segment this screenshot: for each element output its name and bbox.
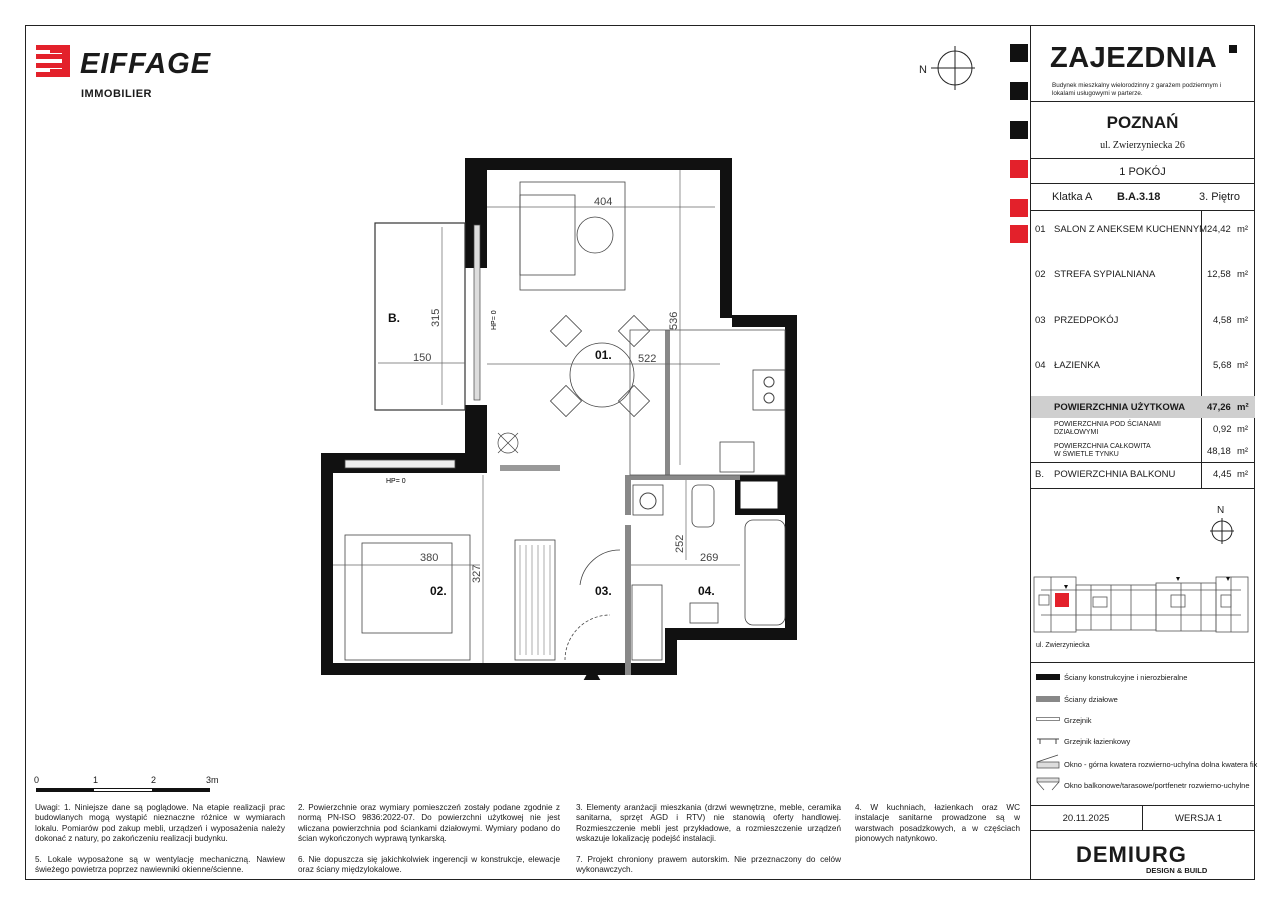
room-name: PRZEDPOKÓJ — [1054, 315, 1119, 326]
room-name: STREFA SYPIALNIANA — [1054, 269, 1156, 280]
compass-top — [915, 40, 985, 95]
usable-area-label: POWIERZCHNIA UŻYTKOWA — [1054, 402, 1186, 413]
legend-structural-wall-icon — [1036, 674, 1060, 680]
toilet — [692, 485, 714, 527]
door-hall — [580, 550, 620, 585]
panel-divider — [1030, 25, 1031, 880]
total-area-label-2: W ŚWIETLE TYNKU — [1054, 451, 1119, 458]
scale-tick-0: 0 — [34, 775, 40, 785]
side-square-6 — [1010, 225, 1028, 243]
project-title: ZAJEZDNIA — [1050, 42, 1218, 74]
side-square-2 — [1010, 82, 1028, 100]
compass-keyplan-label: N — [1217, 505, 1225, 516]
dim-269: 269 — [700, 552, 719, 564]
room-label-02: 02. — [430, 584, 447, 598]
drawing-version: WERSJA 1 — [1175, 813, 1222, 824]
note-5: 5. Lokale wyposażone są w wentylację mechaniczną. Nawiew świeżego powietrza poprzez nawiewniki okienne/ścienne. — [35, 855, 285, 875]
structural-walls — [321, 158, 797, 675]
usable-area-unit: m² — [1237, 402, 1249, 413]
legend-label: Grzejnik łazienkowy — [1064, 737, 1131, 746]
room-no: 03 — [1035, 315, 1046, 326]
key-plan — [1031, 565, 1253, 645]
legend-window-icon — [1036, 754, 1060, 770]
legend-label: Grzejnik — [1064, 716, 1092, 725]
room-area: 5,68 — [1213, 360, 1232, 371]
dim-536: 536 — [668, 311, 680, 330]
dim-404: 404 — [594, 196, 613, 208]
table-col-divider — [1201, 210, 1202, 488]
divider — [1030, 158, 1255, 159]
brand-subtitle: IMMOBILIER — [81, 88, 152, 100]
walls-area-label-2: DZIAŁOWYMI — [1054, 429, 1099, 436]
brand-name: EIFFAGE — [80, 48, 212, 80]
floor-plan — [320, 155, 800, 680]
legend-label: Ściany konstrukcyjne i nierozbieralne — [1064, 673, 1188, 682]
room-area: 12,58 — [1207, 269, 1231, 280]
shaft — [740, 481, 778, 509]
dim-315: 315 — [430, 308, 442, 327]
unit-highlight — [1055, 593, 1069, 607]
washbasin — [633, 485, 663, 515]
room-label-01: 01. — [595, 348, 612, 362]
legend-bathroom-radiator-icon — [1036, 736, 1060, 746]
walls-area-unit: m² — [1237, 424, 1249, 435]
designer-logo: DEMIURG — [1076, 842, 1187, 867]
room-no: 02 — [1035, 269, 1046, 280]
drawing-date: 20.11.2025 — [1062, 813, 1110, 824]
room-unit: m² — [1237, 224, 1249, 235]
room-unit: m² — [1237, 315, 1249, 326]
room-area: 4,58 — [1213, 315, 1232, 326]
room-no: 01 — [1035, 224, 1046, 235]
plant-icon — [498, 433, 518, 453]
scale-tick-2: 2 — [151, 775, 157, 785]
bed — [345, 535, 470, 660]
kitchen-counter — [630, 330, 785, 475]
room-label-03: 03. — [595, 584, 612, 598]
divider — [1030, 462, 1255, 463]
dim-522: 522 — [638, 353, 657, 365]
side-square-4 — [1010, 160, 1028, 178]
room-area: 24,42 — [1207, 224, 1231, 235]
side-square-1 — [1010, 44, 1028, 62]
divider — [1030, 183, 1255, 184]
unit-type: 1 POKÓJ — [1119, 166, 1166, 178]
room-label-04: 04. — [698, 584, 715, 598]
balcony-area-value: 4,45 — [1213, 469, 1232, 480]
balcony-label: B. — [388, 311, 400, 325]
side-square-5 — [1010, 199, 1028, 217]
legend-label: Okno balkonowe/tarasowe/portfenetr rozwierno-uchylne — [1064, 781, 1250, 790]
room-unit: m² — [1237, 360, 1249, 371]
note-2: 2. Powierzchnie oraz wymiary pomieszczeń zostały podane zgodnie z normą PN-ISO 9836:2022-07. Do powierzchni użytkowej nie jest wliczana powierzchnia pod ściankami działowymi. Wymiary podano do ścian wykończonych wyprawą tynkarską. — [298, 803, 560, 844]
walls-area-value: 0,92 — [1213, 424, 1232, 435]
total-area-unit: m² — [1237, 446, 1249, 457]
city: POZNAŃ — [1106, 113, 1179, 132]
note-7: 7. Projekt chroniony prawem autorskim. Nie przeznaczony do celów wykonawczych. — [576, 855, 841, 875]
coffee-table — [577, 217, 613, 253]
keyplan-street: ul. Zwierzyniecka — [1036, 642, 1090, 649]
dim-327: 327 — [471, 564, 483, 583]
balcony-area-label: POWIERZCHNIA BALKONU — [1054, 469, 1176, 480]
door-entry — [565, 615, 610, 660]
balcony-area-unit: m² — [1237, 469, 1249, 480]
unit-floor: 3. Piętro — [1199, 191, 1240, 203]
dim-150: 150 — [413, 352, 432, 364]
wardrobe — [515, 540, 555, 660]
window-living — [474, 225, 480, 400]
title-square-icon — [1229, 45, 1237, 53]
legend-label: Okno - górna kwatera rozwierno-uchylna dolna kwatera fix — [1064, 760, 1258, 769]
scale-tick-1: 1 — [93, 775, 99, 785]
bathtub — [745, 520, 785, 625]
scale-bar-segment — [36, 788, 94, 792]
hp-label-living: HP= 0 — [491, 310, 498, 330]
divider — [1030, 830, 1255, 831]
room-unit: m² — [1237, 269, 1249, 280]
divider — [1030, 488, 1255, 489]
scale-tick-3: 3m — [206, 775, 219, 785]
unit-code: B.A.3.18 — [1117, 191, 1161, 203]
divider — [1030, 210, 1255, 211]
side-square-3 — [1010, 121, 1028, 139]
compass-top-label: N — [919, 64, 927, 76]
scale-bar-segment — [152, 788, 210, 792]
legend-balcony-window-icon — [1036, 776, 1060, 792]
note-4: 4. W kuchniach, łazienkach oraz WC instalacje sanitarne prowadzone są w warstwach posadzkowych, a w częściach pionowych natynkowo. — [855, 803, 1020, 844]
hall-closet — [632, 585, 662, 660]
room-name: ŁAZIENKA — [1054, 360, 1100, 371]
walls-area-label-1: POWIERZCHNIA POD ŚCIANAMI — [1054, 421, 1161, 428]
total-area-label-1: POWIERZCHNIA CAŁKOWITA — [1054, 443, 1151, 450]
unit-staircase: Klatka A — [1052, 191, 1093, 203]
eiffage-logo-icon — [36, 45, 70, 79]
dim-380: 380 — [420, 552, 439, 564]
note-3: 3. Elementy aranżacji mieszkania (drzwi wewnętrzne, meble, ceramika sanitarna, sprzęt AGD i RTV) nie stanowią oferty handlowej. Rozmieszczenie mebli jest przykładowe, a rozmieszczenie urządzeń wskazuje lokalizację podejść instalacji. — [576, 803, 841, 844]
hp-label-bedroom: HP= 0 — [386, 478, 406, 485]
legend-radiator-icon — [1036, 717, 1060, 721]
divider — [1030, 101, 1255, 102]
street-address: ul. Zwierzyniecka 26 — [1100, 140, 1185, 151]
project-description: Budynek mieszkalny wielorodzinny z garażem podziemnym i lokalami usługowymi w parterze. — [1052, 82, 1222, 97]
legend-label: Ściany działowe — [1064, 695, 1118, 704]
divider — [1030, 662, 1255, 663]
usable-area-value: 47,26 — [1207, 402, 1231, 413]
compass-keyplan — [1205, 502, 1241, 546]
total-area-value: 48,18 — [1207, 446, 1231, 457]
note-6: 6. Nie dopuszcza się jakichkolwiek ingerencji w konstrukcje, elewacje oraz ściany międzylokalowe. — [298, 855, 560, 875]
legend-partition-wall-icon — [1036, 696, 1060, 702]
room-no: 04 — [1035, 360, 1046, 371]
room-name: SALON Z ANEKSEM KUCHENNYM — [1054, 224, 1208, 235]
radiator-bedroom — [345, 460, 455, 468]
dim-252: 252 — [674, 534, 686, 553]
note-1: Uwagi: 1. Niniejsze dane są poglądowe. Na etapie realizacji prac budowlanych mogą wystąpić nieznaczne różnice w wymiarach lokalu. Pomiarów pod zakup mebli, urządzeń i wyposażenia należy dokonać z natury, po zakończeniu realizacji budynku. — [35, 803, 285, 844]
balcony-no: B. — [1035, 469, 1044, 480]
designer-subtitle: DESIGN & BUILD — [1146, 866, 1208, 875]
